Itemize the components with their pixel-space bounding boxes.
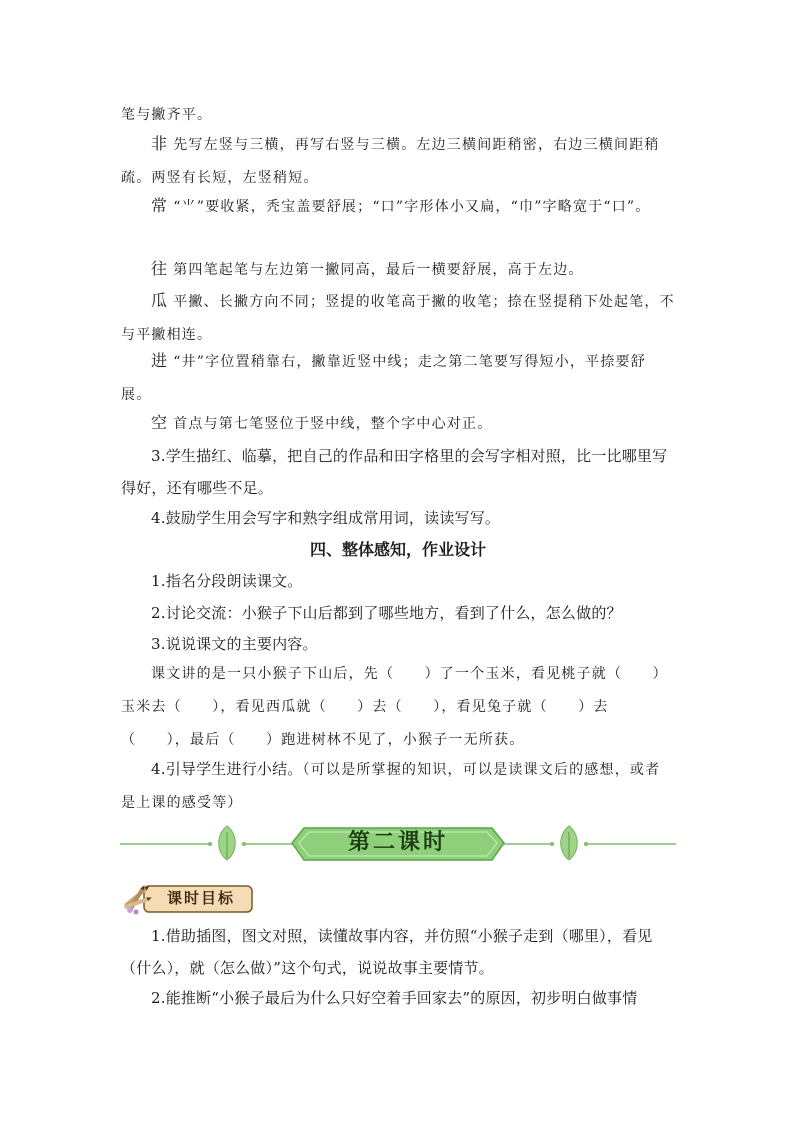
paragraph-practice: 3.学生描红、临摹，把自己的作品和田字格里的会写字相对照，比一比哪里写得好，还有哪些不足。	[121, 447, 668, 497]
list-item: 1.指名分段朗读课文。	[151, 572, 303, 590]
text: 笔与撇齐平。	[121, 107, 213, 123]
char-label: 非	[151, 134, 168, 153]
summary-lead: 4.引导学生进行小结。	[151, 760, 303, 778]
paragraph-char-jin	[121, 345, 675, 411]
char-label: 往	[151, 259, 168, 278]
paragraph-char-wang	[121, 253, 675, 286]
char-note: 第四笔起笔与左边第一撇同高，最后一横要舒展，高于左边。	[173, 262, 584, 278]
section-heading: 四、整体感知，作业设计	[309, 540, 486, 559]
char-note: “⺌”要收紧，秃宝盖要舒展；“口”字形体小又扁，“巾”字略宽于“口”。	[173, 199, 651, 215]
list-item: 2.讨论交流：小猴子下山后都到了哪些地方，看到了什么，怎么做的？	[151, 604, 622, 622]
char-note: “井”字位置稍靠右，撇靠近竖中线；走之第二笔要写得短小，平捺要舒展。	[121, 354, 646, 403]
lesson-goal-badge	[120, 880, 254, 916]
banner-title: 第二课时	[347, 830, 448, 855]
fill-in-exercise: 课文讲的是一只小猴子下山后，先（ ）了一个玉米，看见桃子就（ ）玉米去（ ），看见西瓜就（ ）去（ ），看见兔子就（ ）去（ ），最后（ ）跑进树林不见了，小猴子一无所获。	[121, 666, 668, 748]
char-note: 首点与第七笔竖位于竖中线，整个字中心对正。	[173, 416, 493, 432]
paragraph-char-fei	[121, 128, 675, 194]
goal-item: 1.借助插图，图文对照，读懂故事内容，并仿照“小猴子走到（哪里），看见（什么），就（怎么做）”这个句式，说说故事主要情节。	[121, 927, 653, 977]
char-label: 进	[151, 351, 168, 370]
lesson-banner	[120, 822, 676, 864]
char-label: 瓜	[151, 291, 168, 310]
char-note: 平撇、长撇方向不同；竖提的收笔高于撇的收笔；捺在竖提稍下处起笔，不与平撇相连。	[121, 294, 675, 343]
list-item-summary	[121, 753, 675, 819]
char-label: 常	[151, 196, 168, 215]
char-note: 先写左竖与三横，再写右竖与三横。左边三横间距稍密，右边三横间距稍疏。两竖有长短，左竖稍短。	[121, 137, 660, 186]
paragraph-char-kong	[121, 407, 675, 440]
paragraph-char-chang	[121, 190, 675, 223]
paragraph-encourage: 4.鼓励学生用会写字和熟字组成常用词，读读写写。	[151, 509, 501, 527]
list-item: 3.说说课文的主要内容。	[151, 635, 318, 653]
paragraph-stroke-note	[121, 98, 675, 131]
paragraph-char-gua	[121, 285, 675, 351]
goal-label: 课时目标	[166, 889, 235, 907]
char-label: 空	[151, 413, 168, 432]
goal-item: 2.能推断“小猴子最后为什么只好空着手回家去”的原因，初步明白做事情	[151, 989, 638, 1007]
summary-note: （可以是所掌握的知识，可以是读课文后的感想，或者是上课的感受等）	[121, 762, 661, 811]
